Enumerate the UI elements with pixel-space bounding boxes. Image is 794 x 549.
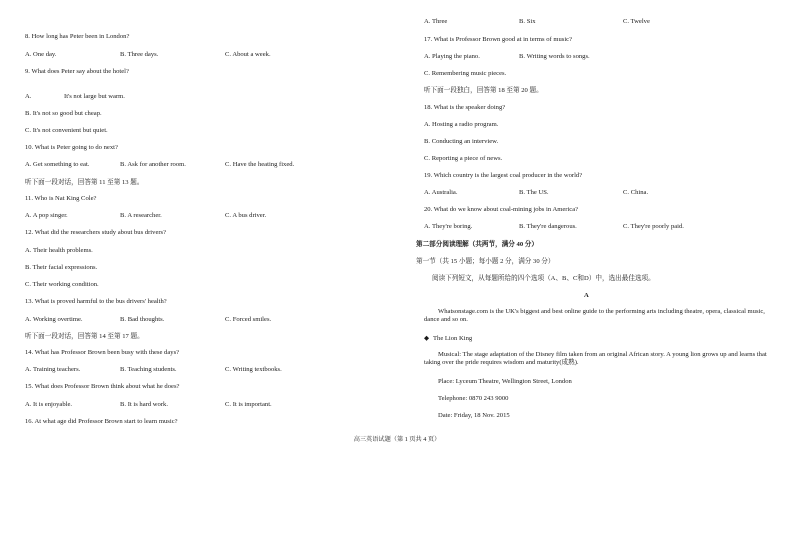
q17-option-a: A. Playing the piano. <box>424 53 480 60</box>
q19-option-b: B. The US. <box>519 189 549 196</box>
q15-question: 15. What does Professor Brown think about what he does? <box>25 383 180 390</box>
q15-option-b: B. It is hard work. <box>120 401 168 408</box>
page-footer: 高三英语试题（第 1 页共 4 页） <box>353 436 441 443</box>
q10-option-b: B. Ask for another room. <box>120 161 186 168</box>
q13-option-a: A. Working overtime. <box>25 316 83 323</box>
q8-option-b: B. Three days. <box>120 51 159 58</box>
q20-option-c: C. They're poorly paid. <box>623 223 684 230</box>
q20-option-a: A. They're boring. <box>424 223 473 230</box>
part2-title: 第二部分阅读理解（共两节，满分 40 分） <box>416 241 538 248</box>
show-telephone: Telephone: 0870 243 9000 <box>438 395 509 402</box>
instruction-11-13: 听下面一段对话，回答第 11 至第 13 题。 <box>25 179 144 186</box>
q13-option-c: C. Forced smiles. <box>225 316 272 323</box>
q16-option-c: C. Twelve <box>623 18 650 25</box>
bullet-diamond-icon: ◆ <box>424 335 430 342</box>
section1-heading: 第一节（共 15 小题；每小题 2 分，满分 30 分） <box>416 258 555 265</box>
q18-option-b: B. Conducting an interview. <box>424 138 499 145</box>
q10-question: 10. What is Peter going to do next? <box>25 144 118 151</box>
q10-option-c: C. Have the heating fixed. <box>225 161 295 168</box>
q17-option-c: C. Remembering music pieces. <box>424 70 507 77</box>
q13-question: 13. What is proved harmful to the bus drivers' health? <box>25 298 167 305</box>
q12-option-a: A. Their health problems. <box>25 247 93 254</box>
q9-option-b: B. It's not so good but cheap. <box>25 110 102 117</box>
q14-question: 14. What has Professor Brown been busy with these days? <box>25 349 180 356</box>
q20-option-b: B. They're dangerous. <box>519 223 577 230</box>
q11-option-a: A. A pop singer. <box>25 212 68 219</box>
q8-question: 8. How long has Peter been in London? <box>25 33 130 40</box>
q20-question: 20. What do we know about coal-mining jobs in America? <box>424 206 579 213</box>
q10-option-a: A. Get something to eat. <box>25 161 90 168</box>
q18-question: 18. What is the speaker doing? <box>424 104 506 111</box>
q9-option-a-letter: A. <box>25 93 32 100</box>
q15-option-a: A. It is enjoyable. <box>25 401 73 408</box>
q15-option-c: C. It is important. <box>225 401 272 408</box>
show-description: Musical: The stage adaptation of the Disney film taken from an original African story. A young lion grows up and learns that taking over the pride requires wisdom and maturity(成熟). <box>424 351 767 366</box>
q8-option-a: A. One day. <box>25 51 57 58</box>
q14-option-b: B. Teaching students. <box>120 366 177 373</box>
q9-option-a-text: It's not large but warm. <box>64 93 125 100</box>
q9-option-c: C. It's not convenient but quiet. <box>25 127 108 134</box>
show-title: The Lion King <box>433 335 473 342</box>
q18-option-c: C. Reporting a piece of news. <box>424 155 503 162</box>
q14-option-c: C. Writing textbooks. <box>225 366 282 373</box>
q19-option-a: A. Australia. <box>424 189 458 196</box>
q16-option-b: B. Six <box>519 18 536 25</box>
q12-option-b: B. Their facial expressions. <box>25 264 98 271</box>
q12-option-c: C. Their working condition. <box>25 281 99 288</box>
q11-option-c: C. A bus driver. <box>225 212 267 219</box>
q19-question: 19. Which country is the largest coal producer in the world? <box>424 172 583 179</box>
passage-letter: A <box>584 292 589 299</box>
show-date: Date: Friday, 18 Nov. 2015 <box>438 412 510 419</box>
instruction-14-17: 听下面一段对话，回答第 14 至第 17 题。 <box>25 333 144 340</box>
q16-option-a: A. Three <box>424 18 448 25</box>
q16-question: 16. At what age did Professor Brown start to learn music? <box>25 418 178 425</box>
q18-option-a: A. Hosting a radio program. <box>424 121 499 128</box>
show-place: Place: Lyceum Theatre, Wellington Street, London <box>438 378 572 385</box>
instruction-18-20: 听下面一段独白，回答第 18 至第 20 题。 <box>424 87 543 94</box>
q11-question: 11. Who is Nat King Cole? <box>25 195 97 202</box>
q12-question: 12. What did the researchers study about bus drivers? <box>25 229 167 236</box>
q19-option-c: C. China. <box>623 189 649 196</box>
q17-question: 17. What is Professor Brown good at in terms of music? <box>424 36 573 43</box>
passage-intro: Whatsonstage.com is the UK's biggest and best online guide to the performing arts including theatre, opera, classical music, dance and so on. <box>424 308 765 323</box>
q14-option-a: A. Training teachers. <box>25 366 81 373</box>
q17-option-b: B. Writing words to songs. <box>519 53 590 60</box>
q11-option-b: B. A researcher. <box>120 212 162 219</box>
reading-directions: 阅读下列短文，从每题所给的四个选项（A、B、C和D）中，选出最佳选项。 <box>432 275 655 282</box>
q13-option-b: B. Bad thoughts. <box>120 316 165 323</box>
q8-option-c: C. About a week. <box>225 51 271 58</box>
q9-question: 9. What does Peter say about the hotel? <box>25 68 129 75</box>
